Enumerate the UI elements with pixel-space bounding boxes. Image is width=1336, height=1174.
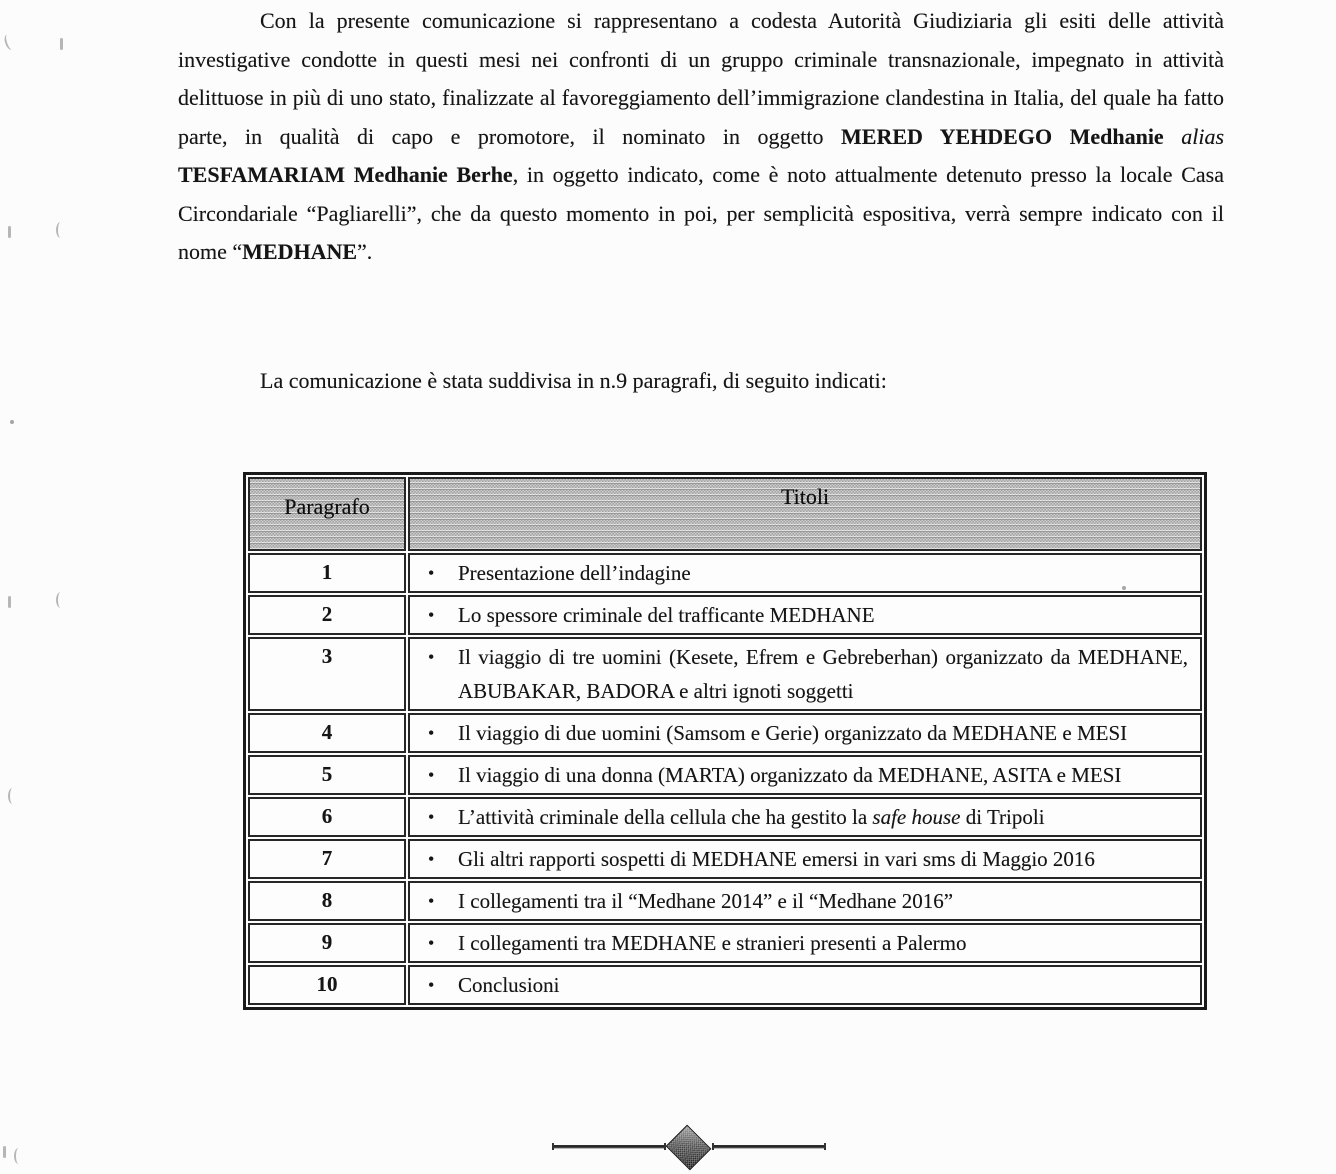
table-header-row <box>248 477 1202 551</box>
intro-segment: , in oggetto indicato, come è noto attualmente detenuto presso la locale Casa Circondariale “Pagliarelli”, che da questo momento in poi, per semplicità espositiva, verrà sempre indicato con il nome “ <box>178 162 1224 264</box>
paragraph-number: 2 <box>248 595 406 635</box>
paragraph-title: Lo spessore criminale del trafficante MEDHANE <box>458 603 875 627</box>
paragraph-number: 4 <box>248 713 406 753</box>
bullet-icon: • <box>428 807 435 827</box>
bullet-icon: • <box>428 975 435 995</box>
paragraph-title-cell <box>408 595 1202 635</box>
paragraph-title: I collegamenti tra il “Medhane 2014” e il “Medhane 2016” <box>458 889 954 913</box>
paragraph-title-cell <box>408 965 1202 1005</box>
paragraph-title-cell <box>408 553 1202 593</box>
table-row <box>248 637 1202 711</box>
intro-segment: ”. <box>357 239 373 264</box>
paragraph-title-cell <box>408 881 1202 921</box>
paragraph-number: 6 <box>248 797 406 837</box>
paragraph-number: 7 <box>248 839 406 879</box>
bullet-icon: • <box>428 765 435 785</box>
table-row <box>248 797 1202 837</box>
paragraph-number: 1 <box>248 553 406 593</box>
paragraph-title: Il viaggio di una donna (MARTA) organizzato da MEDHANE, ASITA e MESI <box>458 763 1122 787</box>
divider-line-right <box>712 1145 826 1148</box>
table-row <box>248 965 1202 1005</box>
paragraph-title-cell <box>408 839 1202 879</box>
paragraph-title: Gli altri rapporti sospetti di MEDHANE emersi in vari sms di Maggio 2016 <box>458 847 1095 871</box>
scan-artifact <box>8 226 11 238</box>
table-row <box>248 755 1202 795</box>
bullet-icon: • <box>428 849 435 869</box>
intro-segment <box>1164 124 1182 149</box>
intro-segment: Con la presente comunicazione si rappresentano a codesta Autorità Giudiziaria gli esiti delle attività investigative condotte in questi mesi nei confronti di un gruppo criminale transnazionale, impegnato in attività delittuose in più di uno stato, finalizzate al favoreggiamento dell’immigrazione clandestina in Italia, del quale ha fatto parte, in qualità di capo e promotore, il nominato in oggetto <box>178 8 1224 149</box>
paragraph-title-cell <box>408 713 1202 753</box>
table-row <box>248 595 1202 635</box>
paragraph-title: Il viaggio di tre uomini (Kesete, Efrem e Gebreberhan) organizzato da MEDHANE, ABUBAKAR, BADORA e altri ignoti soggetti <box>458 645 1188 703</box>
paragraph-title: I collegamenti tra MEDHANE e stranieri presenti a Palermo <box>458 931 967 955</box>
paragraph-title: Conclusioni <box>458 973 560 997</box>
paragraph-title: Il viaggio di due uomini (Samsom e Gerie) organizzato da MEDHANE e MESI <box>458 721 1128 745</box>
bullet-icon: • <box>428 605 435 625</box>
scan-artifact <box>3 33 17 51</box>
paragraph-title-cell <box>408 755 1202 795</box>
paragraph-number: 8 <box>248 881 406 921</box>
table-row <box>248 713 1202 753</box>
intro-segment: TESFAMARIAM Medhanie Berhe <box>178 162 513 187</box>
paragraph-count-line: La comunicazione è stata suddivisa in n.9 paragrafi, di seguito indicati: <box>260 368 887 393</box>
bullet-icon: • <box>428 933 435 953</box>
paragraph-title-cell <box>408 797 1202 837</box>
paragraph-title: L’attività criminale della cellula che ha gestito la safe house di Tripoli <box>458 805 1045 829</box>
table-row <box>248 923 1202 963</box>
paragraph-title: Presentazione dell’indagine <box>458 561 691 585</box>
bullet-icon: • <box>428 891 435 911</box>
scan-artifact <box>3 1146 6 1158</box>
intro-segment: MEDHANE <box>242 239 358 264</box>
bullet-icon: • <box>428 563 435 583</box>
index-table <box>243 472 1207 1010</box>
paragraph-number: 5 <box>248 755 406 795</box>
scan-artifact <box>8 788 17 804</box>
scan-artifact <box>1122 586 1126 590</box>
intro-segment: MERED YEHDEGO Medhanie <box>841 123 1164 149</box>
scan-artifact <box>56 592 65 608</box>
table-header-titoli: Titoli <box>408 477 1202 551</box>
paragraph-title-cell <box>408 923 1202 963</box>
scan-artifact <box>14 1148 23 1164</box>
intro-segment: alias <box>1181 123 1225 149</box>
paragraph-title-cell <box>408 637 1202 711</box>
diamond-ornament-icon <box>666 1125 712 1171</box>
scan-artifact <box>8 596 11 608</box>
scan-artifact <box>60 38 63 50</box>
intro-paragraph <box>178 2 1224 272</box>
divider-line-left <box>552 1145 666 1148</box>
table-row <box>248 839 1202 879</box>
scan-artifact <box>10 420 14 424</box>
scan-artifact <box>56 222 65 238</box>
table-row <box>248 553 1202 593</box>
bullet-icon: • <box>428 647 435 667</box>
paragraph-number: 10 <box>248 965 406 1005</box>
bullet-icon: • <box>428 723 435 743</box>
table-row <box>248 881 1202 921</box>
table-header-paragrafo: Paragrafo <box>248 477 406 551</box>
paragraph-number: 3 <box>248 637 406 711</box>
paragraph-number: 9 <box>248 923 406 963</box>
